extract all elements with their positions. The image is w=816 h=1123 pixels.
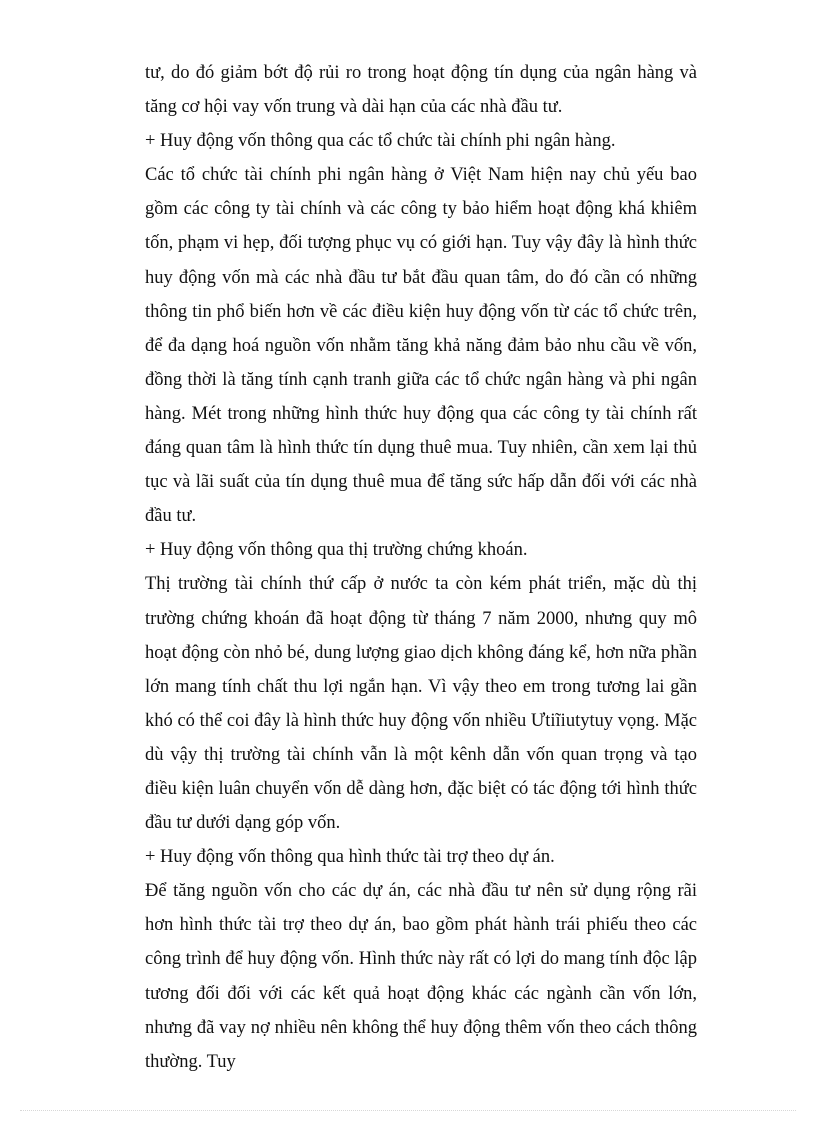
page-bottom-divider — [20, 1110, 796, 1111]
paragraph-continuation: tư, do đó giảm bớt độ rủi ro trong hoạt động tín dụng của ngân hàng và tăng cơ hội vay vốn trung và dài hạn của các nhà đầu tư. — [145, 63, 697, 118]
paragraph-non-bank-institutions: Các tổ chức tài chính phi ngân hàng ở Việt Nam hiện nay chủ yếu bao gồm các công ty tài chính và các công ty bảo hiểm hoạt động khá khiêm tốn, phạm vi hẹp, đối tượng phục vụ có giới hạn. Tuy vậy đây là hình thức huy động vốn mà các nhà đầu tư bắt đầu quan tâm, do đó cần có những thông tin phổ biến hơn về các điều kiện huy động vốn từ các tổ chức trên, để đa dạng hoá nguồn vốn nhằm tăng khả năng đảm bảo nhu cầu về vốn, đồng thời là tăng tính cạnh tranh giữa các tổ chức ngân hàng và phi ngân hàng. Mét trong những hình thức huy động qua các công ty tài chính rất đáng quan tâm là hình thức tín dụng thuê mua. Tuy nhiên, cần xem lại thủ tục và lãi suất của tín dụng thuê mua để tăng sức hấp dẫn đối với các nhà đầu tư. — [145, 165, 697, 527]
paragraph-project-finance: Để tăng nguồn vốn cho các dự án, các nhà đầu tư nên sử dụng rộng rãi hơn hình thức tài trợ theo dự án, bao gồm phát hành trái phiếu theo các công trình để huy động vốn. Hình thức này rất có lợi do mang tính độc lập tương đối đối với các kết quả hoạt động khác các ngành cần vốn lớn, nhưng đã vay nợ nhiều nên không thể huy động thêm vốn theo cách thông thường. Tuy — [145, 881, 697, 1072]
paragraph-securities-market: Thị trường tài chính thứ cấp ở nước ta còn kém phát triển, mặc dù thị trường chứng khoán đã hoạt động từ tháng 7 năm 2000, nhưng quy mô hoạt động còn nhỏ bé, dung lượng giao dịch không đáng kể, hơn nữa phần lớn mang tính chất thu lợi ngắn hạn. Vì vậy theo em trong tương lai gần khó có thể coi đây là hình thức huy động vốn nhiều Ưtiĩiutytuy vọng. Mặc dù vậy thị trường tài chính vẫn là một kênh dẫn vốn quan trọng và tạo điều kiện luân chuyển vốn dễ dàng hơn, đặc biệt có tác động tới hình thức đầu tư dưới dạng góp vốn. — [145, 574, 697, 834]
paragraph-heading-securities-market: + Huy động vốn thông qua thị trường chứng khoán. — [145, 540, 528, 561]
paragraph-heading-project-finance: + Huy động vốn thông qua hình thức tài trợ theo dự án. — [145, 847, 555, 868]
paragraph-heading-non-bank: + Huy động vốn thông qua các tổ chức tài chính phi ngân hàng. — [145, 131, 616, 152]
document-body — [145, 56, 697, 1079]
